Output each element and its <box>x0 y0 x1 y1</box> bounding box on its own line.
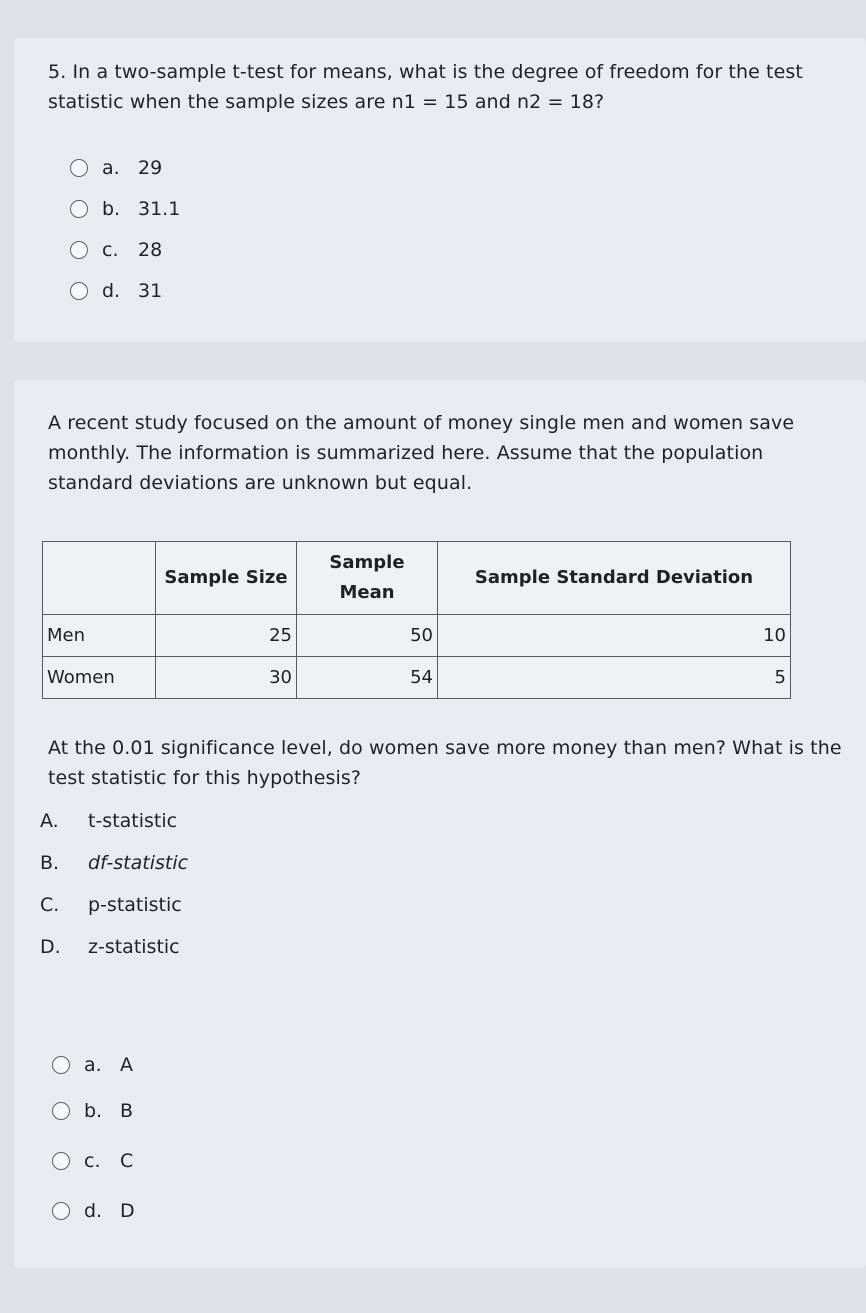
radio-icon[interactable] <box>52 1202 70 1220</box>
option-text: A <box>120 1054 133 1076</box>
table-header-row <box>43 542 791 615</box>
option-letter: d. <box>84 1200 103 1222</box>
option-letter: b. <box>102 198 121 220</box>
option-letter: b. <box>84 1100 103 1122</box>
cell-size: 25 <box>156 615 297 657</box>
row-label: Men <box>43 615 156 657</box>
cell-mean: 50 <box>297 615 438 657</box>
choice-letter: B. <box>40 852 60 874</box>
choice-b <box>40 852 188 874</box>
option-5d[interactable] <box>70 278 162 304</box>
choice-letter: C. <box>40 894 60 916</box>
table-header-empty <box>43 542 156 615</box>
option-5b[interactable] <box>70 196 180 222</box>
option-text: 31 <box>138 280 163 302</box>
option-letter: a. <box>84 1054 102 1076</box>
radio-icon[interactable] <box>70 159 88 177</box>
radio-icon[interactable] <box>70 241 88 259</box>
choice-d <box>40 936 180 958</box>
choice-c <box>40 894 182 916</box>
question-5-prompt: 5. In a two-sample t-test for means, what is the degree of freedom for the test statistic when the sample sizes are n1 = 15 and n2 = 18? <box>48 61 803 113</box>
radio-icon[interactable] <box>70 282 88 300</box>
question-6-card <box>14 380 866 1268</box>
option-text: 31.1 <box>138 198 181 220</box>
radio-icon[interactable] <box>52 1056 70 1074</box>
option-text: 29 <box>138 157 163 179</box>
option-5a[interactable] <box>70 155 162 181</box>
cell-sd: 5 <box>438 657 791 699</box>
option-6a[interactable] <box>52 1052 133 1078</box>
radio-icon[interactable] <box>52 1152 70 1170</box>
radio-icon[interactable] <box>52 1102 70 1120</box>
cell-mean: 54 <box>297 657 438 699</box>
radio-icon[interactable] <box>70 200 88 218</box>
choice-text: z-statistic <box>88 936 180 958</box>
option-text: D <box>120 1200 135 1222</box>
table-row <box>43 657 791 699</box>
choice-letter: A. <box>40 810 59 832</box>
option-text: C <box>120 1150 134 1172</box>
table-header-size: Sample Size <box>156 542 297 615</box>
row-label: Women <box>43 657 156 699</box>
table-row <box>43 615 791 657</box>
choice-text: df-statistic <box>88 852 189 874</box>
choice-a <box>40 810 177 832</box>
question-6-prompt: At the 0.01 significance level, do women save more money than men? What is the test statistic for this hypothesis? <box>48 737 842 789</box>
question-5-card <box>14 38 866 342</box>
cell-size: 30 <box>156 657 297 699</box>
table-header-sd: Sample Standard Deviation <box>438 542 791 615</box>
summary-table <box>42 541 791 699</box>
option-6d[interactable] <box>52 1198 135 1224</box>
option-text: 28 <box>138 239 163 261</box>
choice-text: p-statistic <box>88 894 182 916</box>
option-text: B <box>120 1100 134 1122</box>
option-6c[interactable] <box>52 1148 133 1174</box>
table-header-mean: Sample Mean <box>297 542 438 615</box>
option-letter: a. <box>102 157 120 179</box>
cell-sd: 10 <box>438 615 791 657</box>
option-5c[interactable] <box>70 237 162 263</box>
option-letter: d. <box>102 280 121 302</box>
choice-letter: D. <box>40 936 61 958</box>
option-letter: c. <box>102 239 119 261</box>
option-6b[interactable] <box>52 1098 133 1124</box>
question-6-intro: A recent study focused on the amount of money single men and women save monthly. The information is summarized here. Assume that the population standard deviations are unknown but equal. <box>48 412 795 494</box>
option-letter: c. <box>84 1150 101 1172</box>
choice-text: t-statistic <box>88 810 178 832</box>
